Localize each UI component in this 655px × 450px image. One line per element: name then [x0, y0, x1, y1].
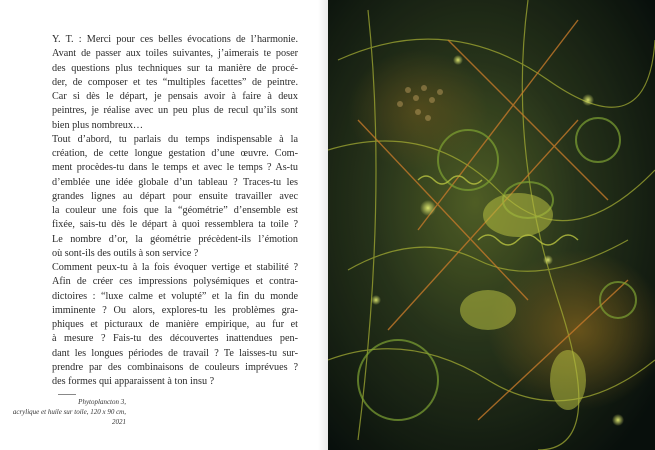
artwork-image [328, 0, 655, 450]
text-line: bien plus nombreux… [52, 119, 144, 131]
text-line: phiques et picturaux de manière empirique, au fur et [52, 319, 298, 330]
text-line: Comment peux-tu à la fois évoquer vertige et stabilité ? [52, 262, 298, 273]
left-page [0, 0, 326, 450]
phytoplankton-painting [328, 0, 655, 450]
text-line: Le nombre d’or, la géométrie précèdent-ils l’émotion [52, 233, 298, 245]
caption-divider [58, 394, 76, 395]
text-line: imminente ? Ou alors, explores-tu les problèmes gra- [52, 304, 298, 316]
text-line: à mesure ? Fais-tu des découvertes inattendues pen- [52, 333, 298, 345]
text-line: Car si dès le départ, je pensais avoir à faire à deux [52, 91, 298, 102]
text-line: où sont-ils des outils à son service ? [52, 247, 199, 259]
text-line: der, de composer et tes “multiples facettes” de peintre. [52, 76, 298, 88]
text-line: d’emblée une idée globale d’un tableau ? Traces-tu les [52, 176, 298, 188]
text-line: Tout d’abord, tu parlais du temps indispensable à la [52, 133, 298, 145]
text-line: la couleur une fois que la “géométrie” d’ensemble est [52, 205, 298, 216]
caption-year: 2021 [112, 417, 126, 426]
caption-title: Phytoplancton 3, [78, 398, 126, 406]
text-line: Y. T. : Merci pour ces belles évocations de l’harmonie. [52, 34, 298, 45]
text-line: des formes qui apparaissent à ton insu ? [52, 376, 215, 387]
text-line: prendre par des combinaisons de couleurs imprévues ? [52, 361, 298, 373]
text-line: grandes lignes au départ pour ensuite travailler avec [52, 190, 298, 202]
text-line: peintres, je réalise avec un peu plus de recul qu’ils sont [52, 105, 298, 117]
text-line: dictoires : “luxe calme et volupté” et la fin du monde [52, 290, 298, 302]
page-gutter [318, 0, 328, 450]
text-line: création, de cette longue gestation d’une œuvre. Com- [52, 148, 298, 159]
text-line: dant les longues périodes de travail ? Te laisses-tu sur- [52, 347, 298, 359]
interview-text [52, 33, 298, 389]
text-line: des questions plus techniques sur ta manière de procé- [52, 62, 298, 74]
artwork-caption [8, 398, 126, 427]
text-line: ment procèdes-tu dans le temps et avec le temps ? As-tu [52, 162, 298, 174]
caption-medium: acrylique et huile sur toile, 120 x 90 cm, [12, 407, 126, 416]
text-line: fixée, sais-tu dès le départ à quoi ressemblera ta toile ? [52, 219, 298, 231]
text-line: Avant de passer aux toiles suivantes, j’aimerais te poser [52, 48, 298, 60]
text-line: Afin de créer ces impressions polysémiques et contra- [52, 276, 298, 288]
